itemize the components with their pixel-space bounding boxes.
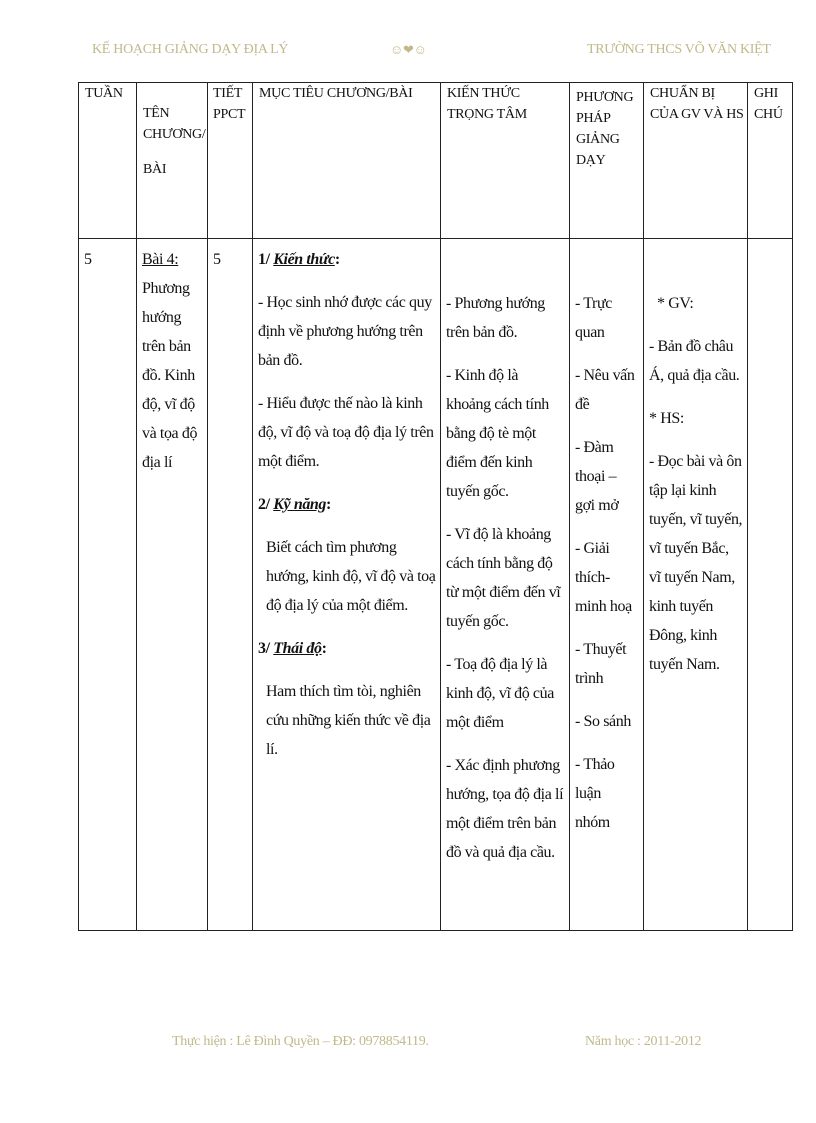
- cell-tuan: 5: [79, 239, 137, 931]
- list-item: - Vĩ độ là khoảng cách tính bằng độ từ một điểm đến vĩ tuyến gốc.: [446, 526, 561, 630]
- list-item: - Thuyết trình: [575, 641, 627, 687]
- header-kien-thuc-trong-tam: KIẾN THỨC TRỌNG TÂM: [441, 83, 570, 239]
- hs-label: * HS:: [649, 410, 684, 427]
- header-left-title: KẾ HOẠCH GIẢNG DẠY ĐỊA LÝ: [92, 42, 289, 57]
- kien-thuc-item: - Hiểu được thế nào là kinh độ, vĩ độ và toạ độ địa lý trên một điểm.: [258, 395, 434, 470]
- hs-text: - Đọc bài và ôn tập lại kinh tuyến, vĩ tuyến, vĩ tuyến Bắc, vĩ tuyến Nam, kinh tuyến Đông, kinh tuyến Nam.: [649, 453, 743, 673]
- cell-ten-bai: [137, 239, 208, 931]
- gv-label: * GV:: [657, 295, 694, 312]
- ky-nang-text: Biết cách tìm phương hướng, kinh độ, vĩ độ và toạ độ địa lý của một điểm.: [266, 539, 436, 614]
- bai-title: Phương hướng trên bản đồ. Kinh độ, vĩ độ và tọa độ địa lí: [142, 280, 198, 471]
- list-item: - Đàm thoại – gợi mở: [575, 439, 619, 514]
- header-chuan-bi: CHUẨN BỊ CỦA GV VÀ HS: [644, 83, 748, 239]
- list-item: - Xác định phương hướng, tọa độ địa lí một điểm trên bản đồ và quả địa cầu.: [446, 757, 564, 861]
- section-ky-nang-title: 2/ Kỹ năng:: [258, 496, 331, 513]
- cell-tiet: 5: [208, 239, 253, 931]
- table-header-row: [79, 83, 793, 239]
- footer-author: Thực hiện : Lê Đình Quyền – ĐĐ: 0978854119.: [172, 1034, 429, 1049]
- list-item: - Thảo luận nhóm: [575, 756, 615, 831]
- header-ten-chuong-bai: TÊN CHƯƠNG/ BÀI: [137, 83, 208, 239]
- header-tiet-ppct: TIẾT PPCT: [208, 83, 253, 239]
- cell-ghi-chu: [748, 239, 793, 931]
- header-school-name: TRƯỜNG THCS VÕ VĂN KIỆT: [587, 42, 771, 57]
- cell-kien-thuc-trong-tam: [441, 239, 570, 931]
- section-kien-thuc-title: 1/ Kiến thức:: [258, 251, 340, 268]
- header-muc-tieu: MỤC TIÊU CHƯƠNG/BÀI: [253, 83, 441, 239]
- header-tuan: TUẦN: [79, 83, 137, 239]
- header-phuong-phap: PHƯƠNG PHÁP GIẢNG DẠY: [570, 83, 644, 239]
- header-ghi-chu: GHI CHÚ: [748, 83, 793, 239]
- table-row: [79, 239, 793, 931]
- cell-chuan-bi: [644, 239, 748, 931]
- list-item: - Giải thích- minh hoạ: [575, 540, 632, 615]
- cell-muc-tieu: [253, 239, 441, 931]
- cell-phuong-phap: [570, 239, 644, 931]
- list-item: - Phương hướng trên bản đồ.: [446, 295, 545, 341]
- list-item: - So sánh: [575, 713, 631, 730]
- lesson-plan-table: [78, 82, 793, 931]
- gv-text: - Bản đồ châu Á, quả địa cầu.: [649, 338, 740, 384]
- bai-label: Bài 4:: [142, 251, 179, 268]
- header-ornament: ☺❤☺: [390, 42, 427, 57]
- footer-school-year: Năm học : 2011-2012: [585, 1034, 702, 1049]
- section-thai-do-title: 3/ Thái độ:: [258, 640, 327, 657]
- kien-thuc-item: - Học sinh nhớ được các quy định về phương hướng trên bản đồ.: [258, 294, 432, 369]
- list-item: - Trực quan: [575, 295, 612, 341]
- list-item: - Toạ độ địa lý là kinh độ, vĩ độ của một điểm: [446, 656, 554, 731]
- list-item: - Kinh độ là khoảng cách tính bằng độ tè một điểm đến kinh tuyến gốc.: [446, 367, 549, 500]
- thai-do-text: Ham thích tìm tòi, nghiên cứu những kiến thức về địa lí.: [266, 683, 431, 758]
- list-item: - Nêu vấn đề: [575, 367, 635, 413]
